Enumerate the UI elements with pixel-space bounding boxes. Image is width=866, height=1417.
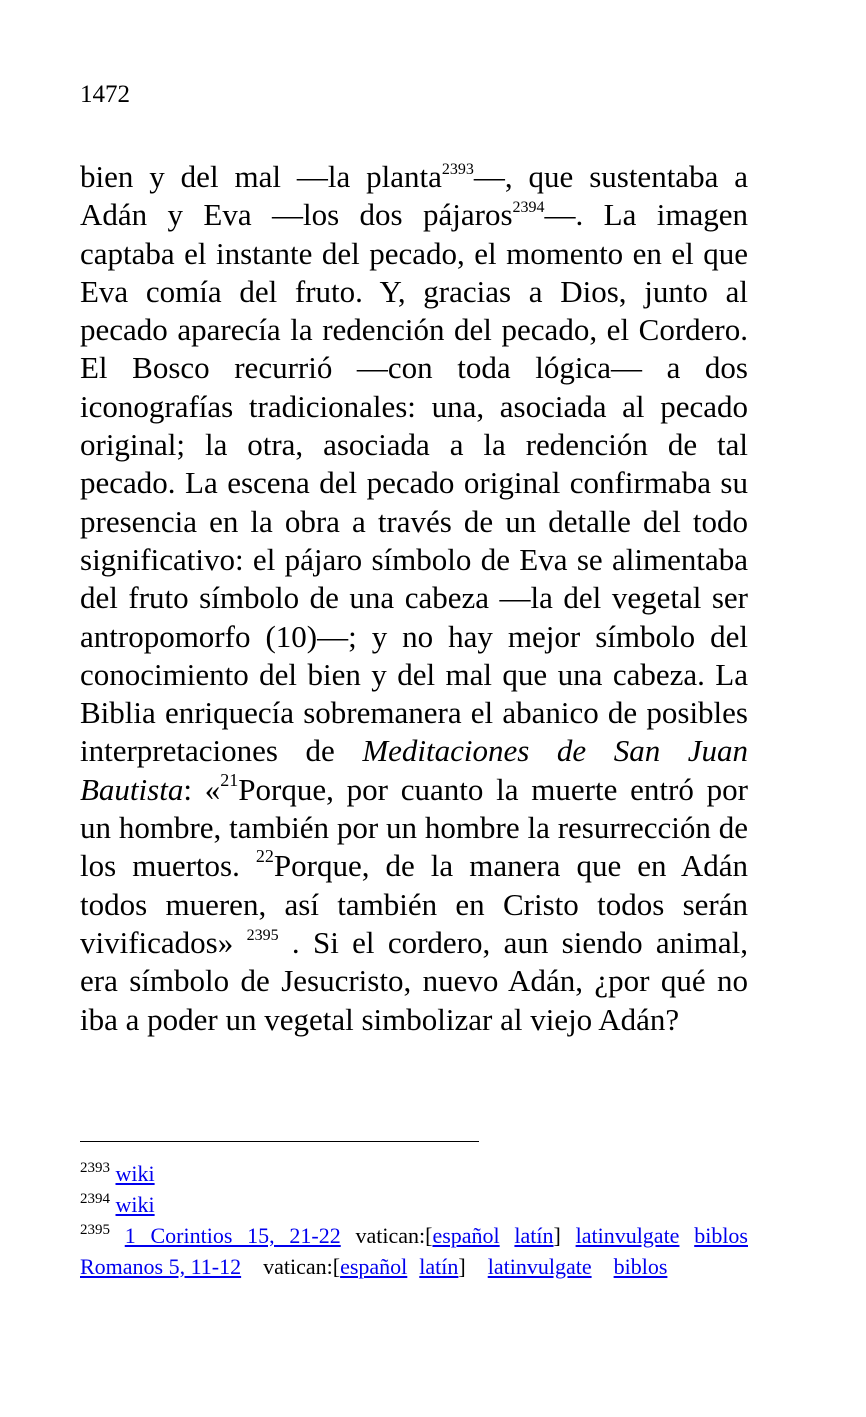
bracket-close: ]: [553, 1223, 561, 1248]
vatican-latin-link[interactable]: latín: [514, 1223, 554, 1248]
vatican-espanol-link[interactable]: español: [340, 1254, 408, 1279]
biblos-link[interactable]: biblos: [613, 1254, 668, 1279]
biblos-link[interactable]: biblos: [694, 1223, 748, 1248]
vatican-label: vatican:[: [355, 1223, 433, 1248]
vatican-label: vatican:[: [263, 1254, 341, 1279]
body-paragraph: [80, 158, 748, 1039]
vatican-latin-link[interactable]: latín: [419, 1254, 459, 1279]
footnote-number: 2395: [80, 1222, 110, 1238]
bracket-close: ]: [458, 1254, 466, 1279]
body-text-4: : «: [183, 771, 221, 807]
body-text-3: —. La imagen captaba el instante del pecado, el momento en el que Eva comía del fruto. Y, gracias a Dios, junto al pecado aparecía la redención del pecado, el Cordero. El Bosco recurrió —con toda lógica— a dos iconografías tradicionales: una, asociada al pecado original; la otra, asociada a la redención de tal pecado. La escena del pecado original confirmaba su presencia en la obra a través de un detalle del todo significativo: el pájaro símbolo de Eva se alimentaba del fruto símbolo de una cabeza —la del vegetal ser antropomorfo (10)—; y no hay mejor símbolo del conocimiento del bien y del mal que una cabeza. La Biblia enriquecía sobremanera el abanico de posibles interpretaciones de: [80, 197, 748, 769]
corintios-reference-link[interactable]: 1 Corintios 15, 21-22: [124, 1223, 341, 1248]
latinvulgate-link[interactable]: latinvulgate: [575, 1223, 680, 1248]
footnote-number: 2393: [80, 1160, 110, 1176]
vatican-espanol-link[interactable]: español: [432, 1223, 500, 1248]
footnote-2394: [80, 1189, 748, 1220]
wiki-link[interactable]: wiki: [115, 1161, 155, 1186]
body-text-7: . Si el cordero, aun siendo animal, era símbolo de Jesucristo, nuevo Adán, ¿por qué no iba a poder un vegetal simbolizar al viejo Adán?: [80, 924, 749, 1037]
footnote-2395: [80, 1220, 748, 1251]
latinvulgate-link[interactable]: latinvulgate: [487, 1254, 592, 1279]
footnote-2393: [80, 1158, 748, 1189]
body-text-2: —, que sustentaba a Adán y Eva —los dos pájaros: [80, 159, 748, 233]
work-title: Meditaciones de San Juan Bautista: [80, 733, 749, 807]
footnote-separator: [80, 1141, 479, 1142]
footnote-ref-2393: 2393: [441, 161, 474, 178]
page-number: 1472: [80, 81, 130, 108]
verse-number-21: 21: [220, 769, 239, 790]
footnote-ref-2395: 2395: [246, 926, 279, 944]
body-text-1: bien y del mal —la planta: [80, 159, 442, 194]
romanos-reference-link[interactable]: Romanos 5, 11-12: [80, 1254, 242, 1279]
footnote-ref-2394: 2394: [512, 199, 545, 217]
footnote-romanos: [80, 1251, 748, 1282]
verse-number-22: 22: [255, 846, 274, 867]
wiki-link[interactable]: wiki: [115, 1192, 155, 1217]
footnote-number: 2394: [80, 1191, 110, 1207]
body-text-5: Porque, por cuanto la muerte entró por un hombre, también por un hombre la resurrección de los muertos.: [80, 771, 748, 884]
body-text-6: Porque, de la manera que en Adán todos mueren, así también en Cristo todos serán vivificados»: [80, 848, 748, 960]
footnotes: [80, 1158, 748, 1282]
